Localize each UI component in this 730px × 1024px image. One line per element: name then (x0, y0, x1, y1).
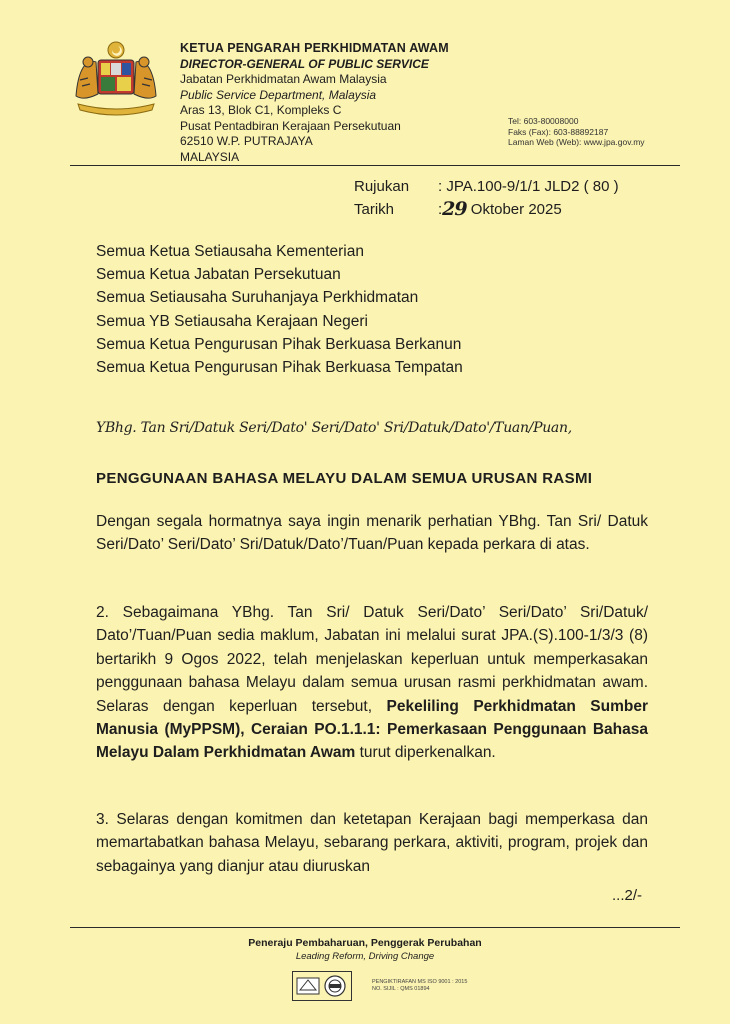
address-line: MALAYSIA (180, 149, 240, 164)
sender-title-en: DIRECTOR-GENERAL OF PUBLIC SERVICE (180, 56, 429, 71)
footer-divider (70, 927, 680, 928)
sender-block (180, 41, 449, 165)
reference-number: : JPA.100-9/1/1 JLD2 ( 80 ) (438, 178, 619, 195)
department-en: Public Service Department, Malaysia (180, 87, 377, 102)
certification-text (372, 979, 467, 993)
date-month-year: Oktober 2025 (466, 201, 562, 218)
reference-label: Rujukan (354, 178, 410, 195)
paragraph-2-text: 2. Sebagaimana YBhg. Tan Sri/ Datuk Seri/Dato’ Seri/Dato’ Sri/Datuk/ Dato’/Tuan/Puan sedia maklum, Jabatan ini melalui surat JPA.(S).100-1/3/3 (8) bertarikh 9 Ogos 2022, telah menjelaskan keperluan untuk memperkasakan penggunaan bahasa Melayu dalam semua urusan rasmi perkhidmatan awam. Selaras dengan keperluan tersebut, (96, 604, 648, 715)
date-label: Tarikh (354, 201, 395, 218)
reference-block (354, 175, 619, 221)
sender-title-ms: KETUA PENGARAH PERKHIDMATAN AWAM (180, 41, 449, 55)
address-line: Pusat Pentadbiran Kerajaan Persekutuan (180, 118, 401, 133)
recipient-item: Semua Ketua Jabatan Persekutuan (96, 266, 341, 284)
header-divider (70, 165, 680, 166)
tel: Tel: 603-80008000 (508, 116, 579, 126)
handwritten-date-day: 29 (442, 198, 467, 220)
recipient-list (96, 240, 463, 379)
department-ms: Jabatan Perkhidmatan Awam Malaysia (180, 72, 387, 86)
paragraph-1: Dengan segala hormatnya saya ingin menarik perhatian YBhg. Tan Sri/ Datuk Seri/Dato’ Seri/Dato’ Sri/Datuk/Dato’/Tuan/Puan kepada perkara di atas. (96, 513, 648, 554)
paragraph-2 (96, 601, 648, 765)
recipient-item: Semua Ketua Pengurusan Pihak Berkuasa Berkanun (96, 335, 462, 353)
malaysia-coat-of-arms-icon (68, 40, 164, 120)
certification-logos-icon (292, 971, 352, 1001)
paragraph-3: 3. Selaras dengan komitmen dan ketetapan Kerajaan bagi memperkasa dan memartabatkan bahasa Melayu, sebarang perkara, aktiviti, program, projek dan sebagainya yang dianjur atau diuruskan (96, 811, 648, 875)
handwritten-salutation: YBhg. Tan Sri/Datuk Seri/Dato' Seri/Dato' Sri/Datuk/Dato'/Tuan/Puan, (96, 420, 572, 436)
letter-subject: PENGGUNAAN BAHASA MELAYU DALAM SEMUA URUSAN RASMI (96, 470, 593, 487)
paragraph-2-end: turut diperkenalkan. (355, 744, 496, 762)
recipient-item: Semua Ketua Setiausaha Kementerian (96, 243, 364, 260)
recipient-item: Semua YB Setiausaha Kerajaan Negeri (96, 312, 368, 330)
website: Laman Web (Web): www.jpa.gov.my (508, 137, 645, 147)
contact-block (508, 116, 645, 148)
motto-en: Leading Reform, Driving Change (295, 951, 435, 962)
cert-line-1: PENGIKTIRAFAN MS ISO 9001 : 2015 (372, 979, 468, 985)
date-colon: : (438, 201, 443, 218)
motto-ms: Peneraju Pembaharuan, Penggerak Perubahan (248, 937, 482, 949)
page-continuation: ...2/- (612, 887, 643, 904)
recipient-item: Semua Setiausaha Suruhanjaya Perkhidmatan (96, 289, 419, 307)
circular-title: Pekeliling Perkhidmatan Sumber Manusia (MyPPSM), Ceraian PO.1.1.1: Pemerkasaan Penggunaan Bahasa Melayu Dalam Perkhidmatan Awam (96, 697, 648, 762)
recipient-item: Semua Ketua Pengurusan Pihak Berkuasa Tempatan (96, 359, 463, 377)
cert-line-2: NO. SIJIL : QMS 01894 (372, 986, 430, 992)
fax: Faks (Fax): 603-88892187 (508, 126, 609, 137)
address-line: Aras 13, Blok C1, Kompleks C (180, 103, 342, 117)
address-line: 62510 W.P. PUTRAJAYA (180, 134, 313, 148)
